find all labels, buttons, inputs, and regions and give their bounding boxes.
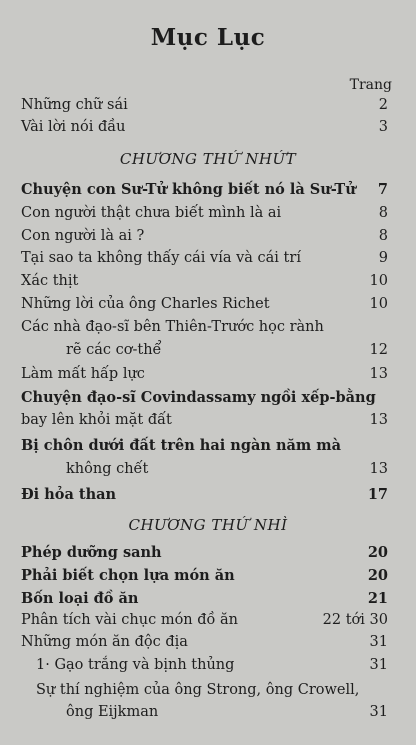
toc-entry	[0, 657, 416, 681]
toc-entry	[0, 437, 416, 461]
chapter-heading: CHƯƠNG THỨ NHỨT	[119, 150, 297, 168]
toc-entry	[0, 205, 416, 229]
toc-entry-title: Con người thật chưa biết mình là ai	[21, 205, 282, 221]
toc-entry	[0, 567, 416, 591]
toc-entry-title: Những chữ sái	[21, 97, 128, 113]
toc-entry-page: 20	[367, 544, 388, 561]
toc-entry-title: Bốn loại đồ ăn	[21, 590, 139, 607]
toc-entry	[0, 486, 416, 510]
toc-entry	[0, 389, 416, 413]
toc-entry-page: 7	[377, 181, 388, 198]
toc-entry-page: 10	[369, 273, 388, 289]
toc-entry	[0, 682, 416, 706]
toc-entry-title: không chết	[66, 461, 149, 477]
toc-entry-page: 2	[378, 97, 388, 113]
toc-entry-title: Vài lời nói đầu	[21, 119, 126, 135]
toc-entry-page: 9	[378, 250, 388, 266]
toc-entry-title: Phép dưỡng sanh	[21, 544, 162, 561]
toc-entry-title: Phải biết chọn lựa món ăn	[21, 567, 235, 584]
toc-entry-title: Đi hỏa than	[21, 486, 117, 503]
toc-entry-title: ông Eijkman	[66, 704, 159, 720]
toc-entry	[0, 366, 416, 390]
toc-entry-continuation	[0, 412, 416, 436]
toc-entry-continuation	[0, 461, 416, 485]
toc-entry-page: 13	[369, 412, 388, 428]
toc-entry	[0, 544, 416, 568]
toc-entry-continuation	[0, 704, 416, 728]
toc-entry-title: Những lời của ông Charles Richet	[21, 296, 270, 312]
toc-entry	[0, 319, 416, 343]
toc-entry-page: 31	[369, 657, 388, 673]
toc-entry	[0, 296, 416, 320]
toc-entry-page: 13	[369, 461, 388, 477]
page-column-label: Trang	[349, 77, 392, 93]
toc-entry-page: 17	[367, 486, 388, 503]
toc-entry-title: Phân tích vài chục món đồ ăn	[21, 612, 239, 628]
toc-entry-continuation	[0, 342, 416, 366]
toc-entry	[0, 119, 416, 143]
toc-entry	[0, 181, 416, 205]
toc-entry-title: Bị chôn dưới đất trên hai ngàn năm mà	[21, 437, 342, 454]
toc-entry-page: 3	[378, 119, 388, 135]
toc-entry-title: rẽ các cơ-thể	[66, 342, 162, 358]
toc-entry	[0, 612, 416, 636]
toc-entry	[0, 273, 416, 297]
toc-entry-page: 31	[369, 704, 388, 720]
toc-entry-title: Sự thí nghiệm của ông Strong, ông Crowell,	[36, 682, 360, 698]
toc-entry-title: Chuyện con Sư-Tử không biết nó là Sư-Tử	[21, 181, 356, 198]
toc-entry-page: 21	[367, 590, 388, 607]
toc-entry	[0, 250, 416, 274]
toc-entry	[0, 634, 416, 658]
page-title: Mục Lục	[150, 24, 266, 51]
toc-entry-page: 13	[369, 366, 388, 382]
toc-entry-page: 12	[369, 342, 388, 358]
toc-entry-title: Tại sao ta không thấy cái vía và cái trí	[21, 250, 301, 266]
toc-entry-page: 22 tới 30	[322, 612, 388, 628]
toc-entry-page: 31	[369, 634, 388, 650]
toc-entry-page: 8	[378, 228, 388, 244]
toc-entry-title: Xác thịt	[21, 273, 79, 289]
toc-entry-title: Con người là ai ?	[21, 228, 145, 244]
chapter-heading: CHƯƠNG THỨ NHÌ	[128, 516, 288, 534]
toc-entry	[0, 97, 416, 121]
toc-entry-title: Chuyện đạo-sĩ Covindassamy ngồi xếp-bằng	[21, 389, 376, 406]
toc-entry-title: 1· Gạo trắng và bịnh thủng	[36, 657, 235, 673]
toc-entry-page: 8	[378, 205, 388, 221]
toc-entry-title: Những món ăn độc địa	[21, 634, 188, 650]
toc-entry-page: 10	[369, 296, 388, 312]
toc-entry	[0, 590, 416, 614]
toc-entry-title: Làm mất hấp lực	[21, 366, 145, 382]
toc-entry-title: Các nhà đạo-sĩ bên Thiên-Trước học rành	[21, 319, 324, 335]
toc-entry-title: bay lên khỏi mặt đất	[21, 412, 172, 428]
toc-entry	[0, 228, 416, 252]
toc-entry-page: 20	[367, 567, 388, 584]
